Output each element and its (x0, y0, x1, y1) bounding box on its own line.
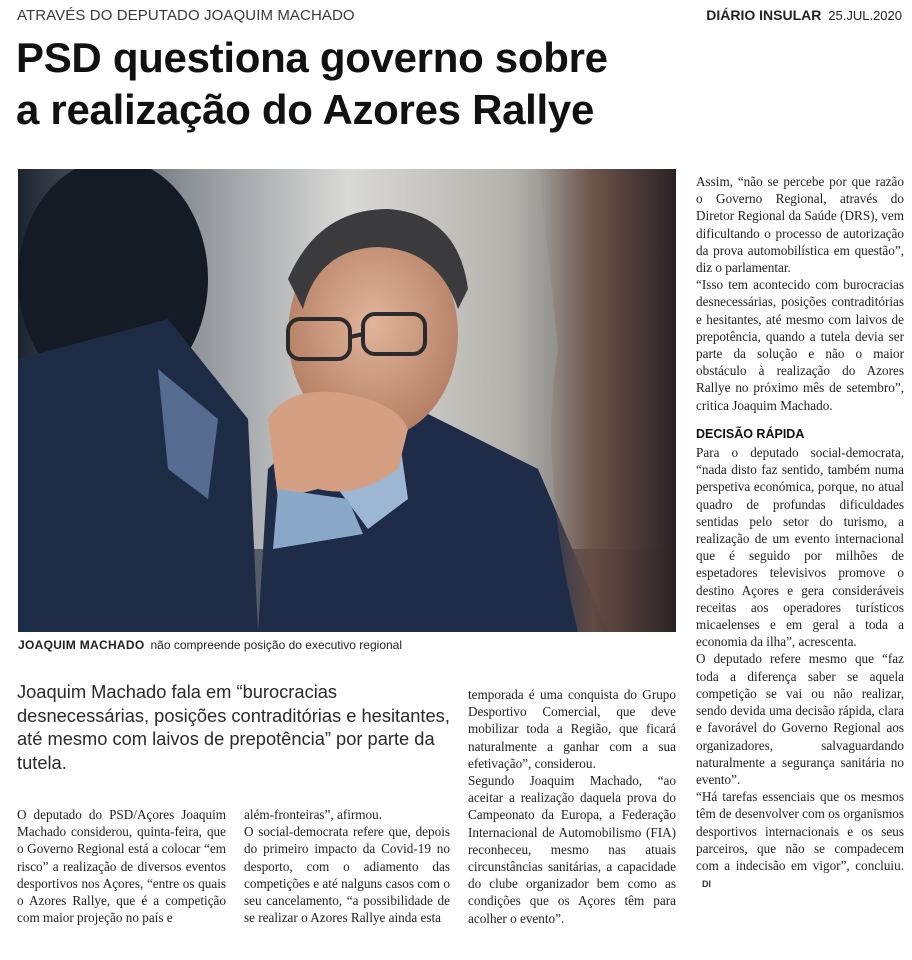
article-photo (18, 169, 676, 632)
paragraph-text: “Há tarefas essenciais que os mesmos têm de desenvolver com os organismos desportivos internacionais e os seus parceiros, que não se compadecem com a indecisão em vigor”, concluiu. (696, 789, 904, 873)
headline (16, 32, 716, 136)
photo-caption (18, 638, 402, 652)
publication-date: 25.JUL.2020 (828, 8, 902, 23)
paragraph: O social-democrata refere que, depois do primeiro impacto da Covid-19 no desporto, com o adiamento das competições e até nalguns casos com o seu cancelamento, “a possibilidade de se realizar o Azores Rallye ainda esta (244, 824, 450, 926)
caption-text: não compreende posição do executivo regional (150, 638, 403, 652)
paragraph: Assim, “não se percebe por que razão o Governo Regional, através do Diretor Regional da Saúde (DRS), vem dificultando o processo de autorização da prova automobilística em questão”, diz o parlamentar. (696, 174, 904, 276)
article-kicker: ATRAVÉS DO DEPUTADO JOAQUIM MACHADO (17, 7, 355, 24)
paragraph: Segundo Joaquim Machado, “ao aceitar a realização daquela prova do Campeonato da Europa, a Federação Internacional de Automobilismo (FIA) reconheceu, mesmo nas atuais circunstâncias sanitárias, a capacidade do clube organizador bem como as condições que os Açores têm para acolher o evento”. (468, 773, 676, 926)
section-subheading: DECISÃO RÁPIDA (696, 426, 805, 441)
paragraph-final (696, 788, 904, 893)
end-mark: DI (702, 879, 711, 890)
article-column-4 (696, 173, 904, 893)
paragraph: temporada é uma conquista do Grupo Desportivo Comercial, que deve mobilizar toda a Região, que ficará naturalmente a ganhar com a sua efetivação”, considerou. (468, 687, 676, 771)
paragraph: além-fronteiras”, afirmou. (244, 807, 383, 822)
paragraph: “Isso tem acontecido com burocracias desnecessárias, posições contraditórias e hesitantes, até mesmo com laivos de prepotência, quando a tutela devia ser parte da solução e não o maior obstáculo à realização do Azores Rallye no próximo mês de setembro”, critica Joaquim Machado. (696, 277, 904, 413)
article-column-1 (17, 806, 226, 926)
publication-name: DIÁRIO INSULAR (706, 7, 822, 23)
headline-line-2: a realização do Azores Rallye (16, 86, 595, 133)
masthead (706, 7, 902, 23)
article-column-3 (468, 686, 676, 927)
headline-line-1: PSD questiona governo sobre (16, 34, 608, 81)
article-column-2 (244, 806, 450, 926)
portrait-illustration (18, 169, 676, 632)
paragraph: O deputado do PSD/Açores Joaquim Machado considerou, quinta-feira, que o Governo Regional está a colocar “em risco” a realização de diversos eventos desportivos nos Açores, “entre os quais o Azores Rallye, que é a competição com maior projeção no país e (17, 807, 226, 926)
paragraph: O deputado refere mesmo que “faz toda a diferença saber se aquela competição se vai ou não realizar, sendo devida uma decisão rápida, clara e favorável do Governo Regional aos organizadores, salvaguardando naturalmente a segurança sanitária no evento”. (696, 651, 904, 787)
lead-paragraph: Joaquim Machado fala em “burocracias desnecessárias, posições contraditórias e hesitantes, até mesmo com laivos de prepotência” por parte da tutela. (17, 681, 450, 773)
caption-name: JOAQUIM MACHADO (18, 638, 145, 652)
paragraph: Para o deputado social-democrata, “nada disto faz sentido, também numa perspetiva económica, porque, no atual quadro de profundas dificuldades sentidas pelo setor do turismo, a realização de um evento internacional que é seguido por milhões de espetadores televisivos promove o destino Açores e gera consideráveis receitas aos operadores turísticos micaelenses e em geral a toda a economia da ilha”, acrescenta. (696, 445, 904, 650)
